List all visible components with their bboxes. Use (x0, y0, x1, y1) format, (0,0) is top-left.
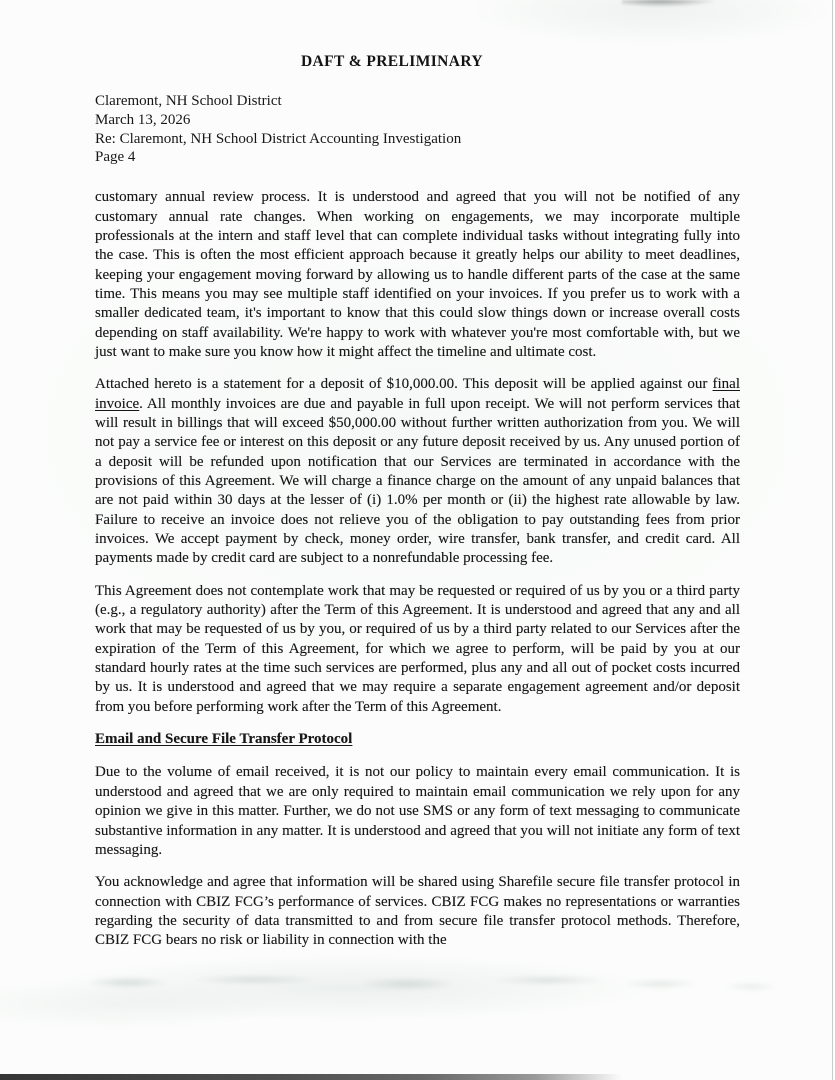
deposit-text-before: Attached hereto is a statement for a deposit of $10,000.00. This deposit will be applied against our (95, 376, 713, 393)
bleed-through-band (72, 974, 772, 1002)
recipient-line: Claremont, NH School District (95, 93, 282, 109)
draft-watermark: DAFT & PRELIMINARY (300, 53, 484, 70)
page-edge-line (832, 0, 833, 1080)
scanner-artifact-bar (0, 1074, 622, 1080)
deposit-text-after: . All monthly invoices are due and payable in full upon receipt. We will not perform services that will result in billings that will exceed $50,000.00 without further written authorization from you. We will not pay a service fee or interest on this deposit or any future deposit received by us. Any unused portion of a deposit will be refunded upon notification that our Services are terminated in accordance with the provisions of this Agreement. We will charge a finance charge on the amount of any unpaid balances that are not paid within 30 days at the lesser of (i) 1.0% per month or (ii) the highest rate allowable by law. Failure to receive an invoice does not relieve you of the obligation to pay outstanding fees from prior invoices. We accept payment by check, money order, wire transfer, bank transfer, and credit card. All payments made by credit card are subject to a nonrefundable processing fee. (95, 395, 740, 567)
paragraph-deposit-and-billing (95, 375, 740, 568)
paragraph-email-policy: Due to the volume of email received, it is not our policy to maintain every email communication. It is understood and agreed that we are only required to maintain email communication we rely upon for any opinion we give in this matter. Further, we do not use SMS or any form of text messaging to communicate substantive information in any matter. It is understood and agreed that you will not initiate any form of text messaging. (95, 764, 740, 858)
final-invoice-underlined-phrase: final invoice (95, 376, 740, 412)
scan-smudge-top (622, 0, 717, 7)
page-number: Page 4 (95, 149, 136, 166)
subject-line: Re: Claremont, NH School District Accounting Investigation (95, 130, 462, 147)
paragraph-post-term-work: This Agreement does not contemplate work that may be requested or required of us by you or a third party (e.g., a regulatory authority) after the Term of this Agreement. It is understood and agreed that any and all work that may be requested of us by you, or required of us by a third party related to our Services after the expiration of the Term of this Agreement, for which we agree to perform, will be paid by you at our standard hourly rates at the time such services are performed, plus any and all out of pocket costs incurred by us. It is understood and agreed that we may require a separate engagement agreement and/or deposit from you before performing work after the Term of this Agreement. (95, 582, 740, 715)
paragraph-staffing-and-rates: customary annual review process. It is understood and agreed that you will not be notified of any customary annual rate changes. When working on engagements, we may incorporate multiple professionals at the intern and staff level that can complete individual tasks without integrating fully into the case. This is often the most efficient approach because it greatly helps our ability to meet deadlines, keeping your engagement moving forward by allowing us to handle different parts of the case at the same time. This means you may see multiple staff identified on your invoices. If you prefer us to work with a smaller dedicated team, it's important to know that this could slow things down or increase overall costs depending on staff availability. We're happy to work with whatever you're most comfortable with, but we just want to make sure you know how it might affect the timeline and ultimate cost. (95, 189, 740, 360)
date-line: March 13, 2026 (95, 111, 191, 128)
letterhead-block (95, 92, 835, 167)
paragraph-sharefile: You acknowledge and agree that information will be shared using Sharefile secure file transfer protocol in connection with CBIZ FCG’s performance of services. CBIZ FCG makes no representations or warranties regarding the security of data transmitted to and from secure file transfer protocol methods. Therefore, CBIZ FCG bears no risk or liability in connection with the (95, 874, 740, 949)
letter-body (95, 188, 740, 950)
section-heading-email-protocol: Email and Secure File Transfer Protocol (95, 731, 353, 748)
